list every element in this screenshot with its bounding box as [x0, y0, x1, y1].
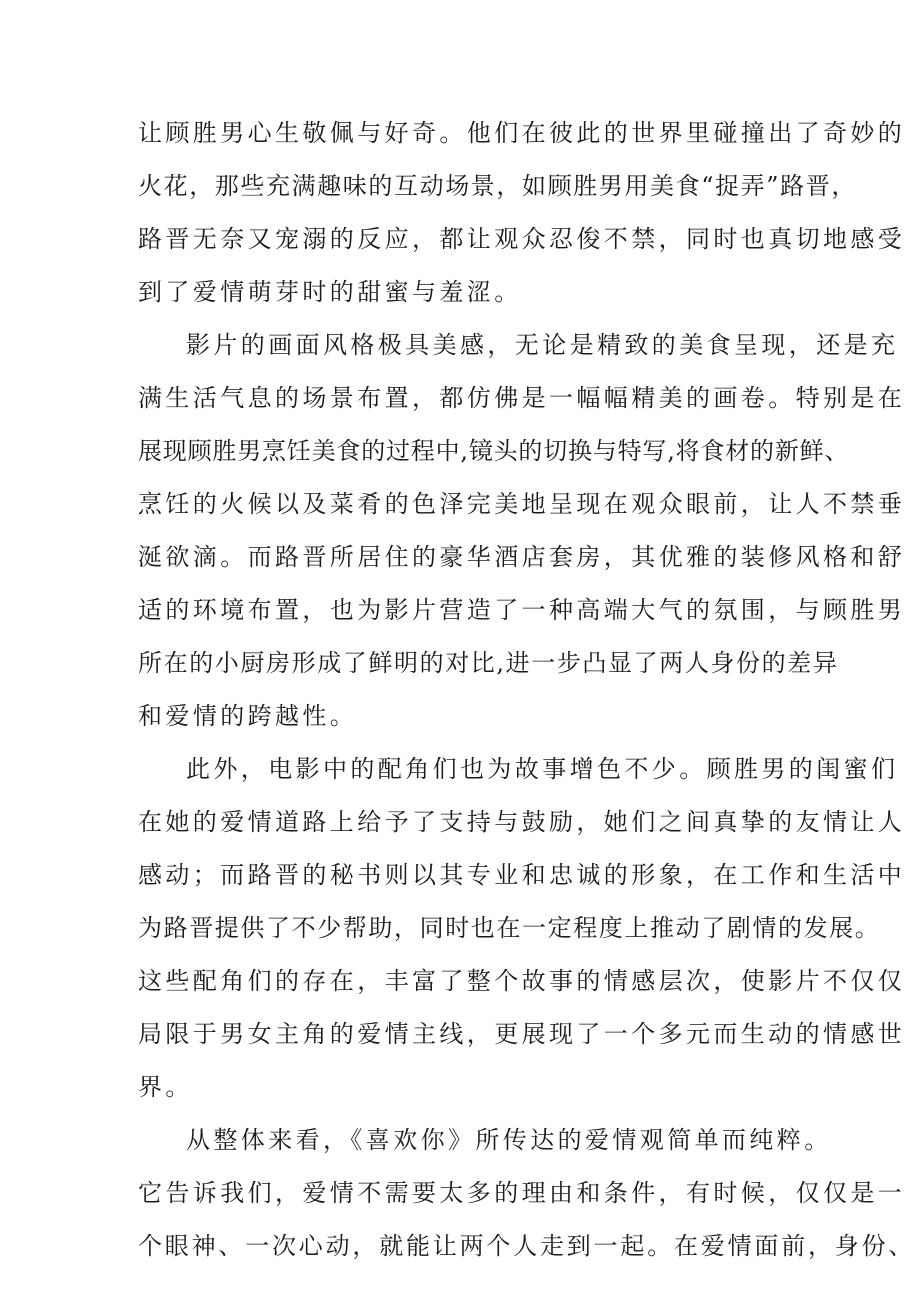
paragraph-3-line-2: 在她的爱情道路上给予了支持与鼓励，她们之间真挚的友情让人: [138, 808, 906, 836]
paragraph-2-line-8: 和爱情的跨越性。: [138, 702, 358, 730]
paragraph-4-line-3: 个眼神、一次心动，就能让两个人走到一起。在爱情面前，身份、: [138, 1232, 916, 1260]
paragraph-2-line-4: 烹饪的火候以及菜肴的色泽完美地呈现在观众眼前，让人不禁垂: [138, 490, 906, 518]
paragraph-4-line-2: 它告诉我们，爱情不需要太多的理由和条件，有时候，仅仅是一: [138, 1179, 906, 1207]
paragraph-2-line-6: 适的环境布置，也为影片营造了一种高端大气的氛围，与顾胜男: [138, 596, 906, 624]
paragraph-3-line-5: 这些配角们的存在，丰富了整个故事的情感层次，使影片不仅仅: [138, 967, 906, 995]
paragraph-2-line-1: 影片的画面风格极具美感，无论是精致的美食呈现，还是充: [186, 331, 899, 359]
paragraph-3-line-6: 局限于男女主角的爱情主线，更展现了一个多元而生动的情感世: [138, 1020, 906, 1048]
paragraph-1-line-1: 让顾胜男心生敬佩与好奇。他们在彼此的世界里碰撞出了奇妙的: [138, 119, 906, 147]
paragraph-1-line-4: 到了爱情萌芽时的甜蜜与羞涩。: [138, 278, 522, 306]
paragraph-3-line-7: 界。: [138, 1073, 193, 1101]
paragraph-1-line-2: 火花，那些充满趣味的互动场景，如顾胜男用美食“捉弄”路晋，: [138, 172, 857, 200]
paragraph-1-line-3: 路晋无奈又宠溺的反应，都让观众忍俊不禁，同时也真切地感受: [138, 225, 906, 253]
paragraph-2-line-7: 所在的小厨房形成了鲜明的对比,进一步凸显了两人身份的差异: [138, 649, 839, 677]
paragraph-3-line-1: 此外，电影中的配角们也为故事增色不少。顾胜男的闺蜜们: [186, 755, 899, 783]
paragraph-3-line-4: 为路晋提供了不少帮助，同时也在一定程度上推动了剧情的发展。: [138, 914, 881, 942]
paragraph-2-line-2: 满生活气息的场景布置，都仿佛是一幅幅精美的画卷。特别是在: [138, 384, 906, 412]
paragraph-4-line-1: 从整体来看，《喜欢你》所传达的爱情观简单而纯粹。: [186, 1126, 832, 1154]
paragraph-2-line-3: 展现顾胜男烹饪美食的过程中,镜头的切换与特写,将食材的新鲜、: [138, 437, 850, 465]
paragraph-3-line-3: 感动；而路晋的秘书则以其专业和忠诚的形象，在工作和生活中: [138, 861, 906, 889]
paragraph-2-line-5: 涎欲滴。而路晋所居住的豪华酒店套房，其优雅的装修风格和舒: [138, 543, 906, 571]
